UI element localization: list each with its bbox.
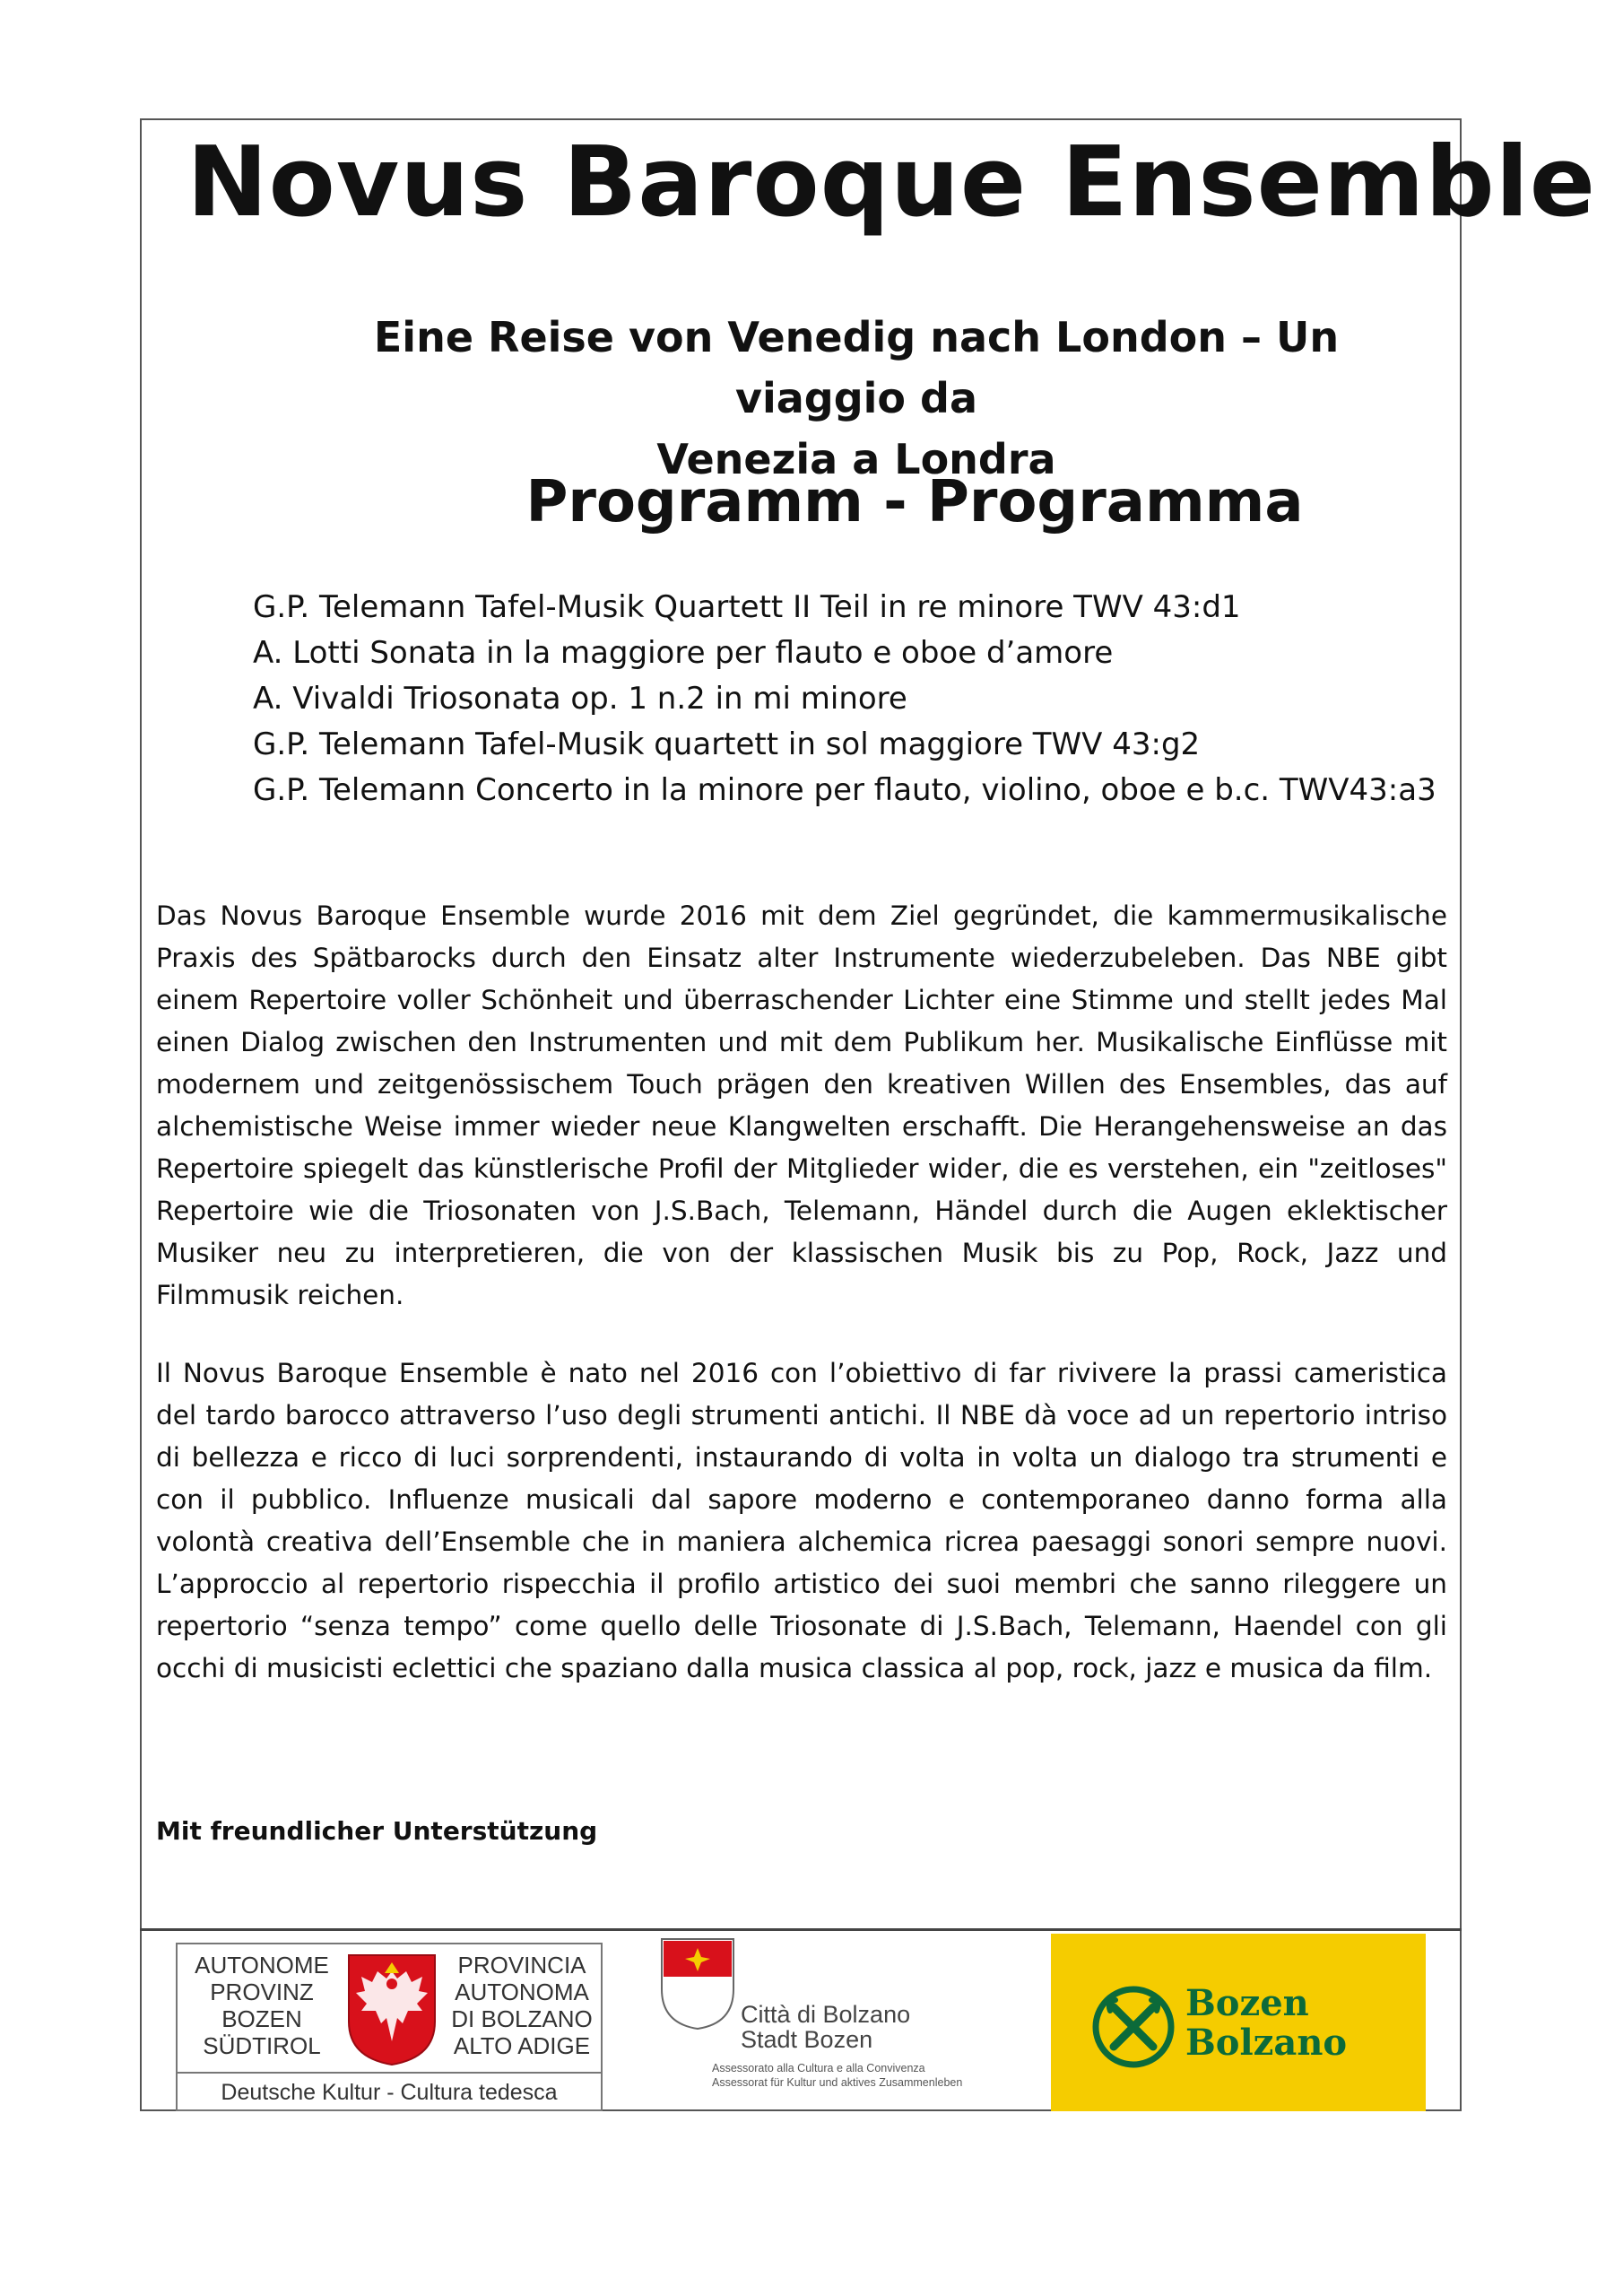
program-item: A. Vivaldi Triosonata op. 1 n.2 in mi minore	[253, 681, 907, 717]
bank-name-it: Bolzano	[1185, 2022, 1348, 2064]
raiffeisen-cross-icon	[1090, 1984, 1176, 2070]
provinz-it-line: DI BOLZANO	[451, 2005, 593, 2032]
bank-name-de: Bozen	[1185, 1982, 1309, 2024]
program-list	[253, 585, 1436, 813]
provinz-de-line: AUTONOME	[195, 1952, 329, 1979]
city-assess-it: Assessorato alla Cultura e alla Convivenza	[712, 2062, 925, 2074]
subtitle-line-1: Eine Reise von Venedig nach London – Un viaggio da	[373, 313, 1340, 422]
page-title: Novus Baroque Ensemble	[187, 126, 1596, 239]
bio-italian: Il Novus Baroque Ensemble è nato nel 2016 con l’obiettivo di far rivivere la prassi cameristica del tardo barocco attraverso l’uso degli strumenti antichi. Il NBE dà voce ad un repertorio intriso di bellezza e ricco di luci sorprendenti, instaurando di volta in volta un dialogo tra strumenti e con il pubblico. Influenze musicali dal sapore moderno e contemporaneo danno forma alla volontà creativa dell’Ensemble che in maniera alchemica ricrea paesaggi sonori sempre nuovi. L’approccio al repertorio rispecchia il profilo artistico dei suoi membri che sanno rileggere un repertorio “senza tempo” come quello delle Triosonate di J.S.Bach, Telemann, Haendel con gli occhi di musicisti eclettici che spaziano dalla musica classica al pop, rock, jazz e musica da film.	[156, 1358, 1447, 1683]
subtitle	[296, 307, 1417, 490]
provinz-it-line: AUTONOMA	[455, 1979, 589, 2005]
provinz-it-line: ALTO ADIGE	[453, 2032, 591, 2059]
program-item: G.P. Telemann Tafel-Musik Quartett II Teil in re minore TWV 43:d1	[253, 589, 1241, 625]
provinz-footer: Deutsche Kultur - Cultura tedesca	[178, 2072, 601, 2106]
city-assess-de: Assessorat für Kultur und aktives Zusammenleben	[712, 2076, 963, 2089]
provinz-de-line: BOZEN	[221, 2005, 302, 2032]
provinz-german-name	[183, 1952, 341, 2059]
program-item: A. Lotti Sonata in la maggiore per flauto e oboe d’amore	[253, 635, 1114, 671]
subtitle-line-2: Venezia a Londra	[656, 435, 1056, 483]
program-heading: Programm - Programma	[525, 469, 1304, 535]
program-item: G.P. Telemann Tafel-Musik quartett in sol maggiore TWV 43:g2	[253, 726, 1201, 762]
logo-provinz	[176, 1943, 603, 2111]
provinz-de-line: SÜDTIROL	[203, 2032, 321, 2059]
logo-bank	[1051, 1934, 1426, 2111]
city-name-de: Stadt Bozen	[741, 2026, 873, 2053]
support-label: Mit freundlicher Unterstützung	[156, 1816, 598, 1846]
red-eagle-icon	[345, 1952, 438, 2066]
city-name	[741, 2002, 910, 2052]
provinz-de-line: PROVINZ	[210, 1979, 314, 2005]
logo-divider	[140, 1928, 1462, 1931]
bio-german: Das Novus Baroque Ensemble wurde 2016 mit dem Ziel gegründet, die kammermusikalische Praxis des Spätbarocks durch den Einsatz alter Instrumente wiederzubeleben. Das NBE gibt einem Repertoire voller Schönheit und überraschender Lichter eine Stimme und stellt jedes Mal einen Dialog zwischen den Instrumenten und mit dem Publikum her. Musikalische Einflüsse mit modernem und zeitgenössischem Touch prägen den kreativen Willen des Ensembles, das auf alchemistische Weise immer wieder neue Klangwelten erschafft. Die Herangehensweise an das Repertoire spiegelt das künstlerische Profil der Mitglieder wider, die es verstehen, ein "zeitloses" Repertoire wie die Triosonaten von J.S.Bach, Telemann, Händel durch die Augen eklektischer Musiker neu zu interpretieren, die von der klassischen Musik bis zu Pop, Rock, Jazz und Filmmusik reichen.	[156, 900, 1447, 1310]
provinz-it-line: PROVINCIA	[457, 1952, 586, 1979]
bank-name	[1185, 1984, 1347, 2063]
city-shield-icon	[658, 1935, 737, 2032]
city-name-it: Città di Bolzano	[741, 2001, 911, 2028]
logo-city	[658, 1935, 999, 2106]
provinz-italian-name	[443, 1952, 601, 2059]
program-item: G.P. Telemann Concerto in la minore per flauto, violino, oboe e b.c. TWV43:a3	[253, 772, 1436, 808]
city-assessorato	[712, 2061, 962, 2090]
